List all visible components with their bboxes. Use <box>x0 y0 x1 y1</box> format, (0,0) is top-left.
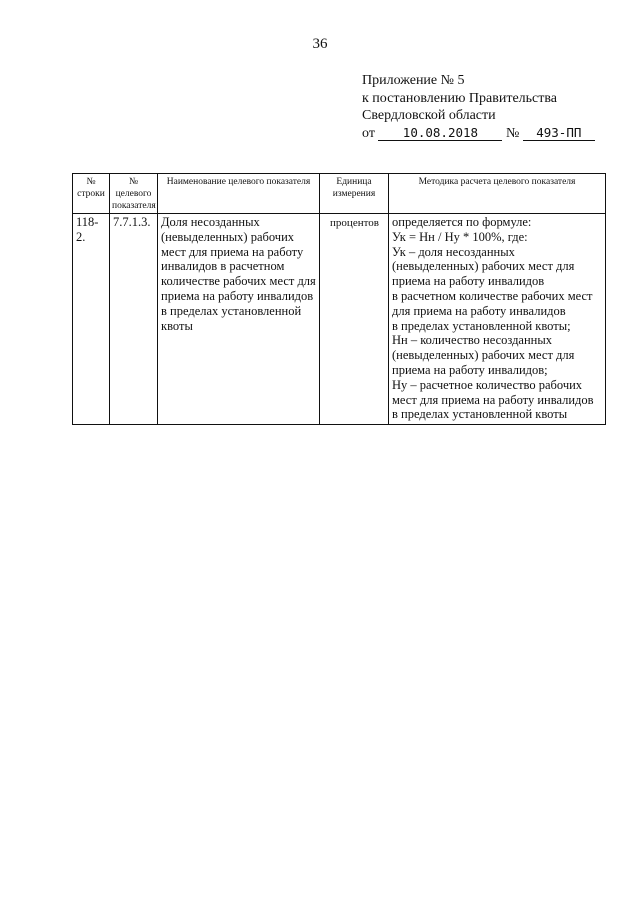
method-line: приема на работу инвалидов; <box>392 362 548 377</box>
method-line: приема на работу инвалидов <box>392 274 545 289</box>
decree-number: 493-ПП <box>523 125 595 141</box>
method-line: для приема на работу инвалидов <box>392 303 566 318</box>
method-line: (невыделенных) рабочих мест для <box>392 259 575 274</box>
method-line: Ну – расчетное количество рабочих <box>392 377 583 392</box>
method-line: Ук – доля несозданных <box>392 244 515 259</box>
indicator-table <box>72 173 606 425</box>
header-indicator-number: № целевого показателя <box>110 174 158 214</box>
page-number: 36 <box>312 36 328 52</box>
number-prefix: № <box>505 125 520 141</box>
table-row <box>73 214 606 425</box>
method-line: в пределах установленной квоты; <box>392 318 571 333</box>
cell-indicator-number: 7.7.1.3. <box>110 214 158 425</box>
header-row-number: № строки <box>73 174 110 214</box>
cell-indicator-name: Доля несозданных (невыделенных) рабочих мест для приема на работу инвалидов в расчетном количестве рабочих мест для приема на работу инвалидов в пределах установленной квоты <box>158 214 320 425</box>
date-prefix: от <box>362 125 375 141</box>
decree-date: 10.08.2018 <box>378 125 502 141</box>
appendix-block <box>362 72 632 142</box>
cell-method <box>389 214 606 425</box>
method-line: в расчетном количестве рабочих мест <box>392 288 593 303</box>
header-method: Методика расчета целевого показателя <box>389 174 606 214</box>
method-line: (невыделенных) рабочих мест для <box>392 348 575 363</box>
method-line: в пределах установленной квоты <box>392 407 568 422</box>
appendix-date-line <box>362 125 632 143</box>
appendix-title: Приложение № 5 <box>362 73 465 88</box>
method-line: мест для приема на работу инвалидов <box>392 392 594 407</box>
header-indicator-name: Наименование целевого показателя <box>158 174 320 214</box>
appendix-region: Свердловской области <box>362 108 496 123</box>
cell-row-number: 118-2. <box>73 214 110 425</box>
method-line: Ук = Нн / Ну * 100%, где: <box>392 229 528 244</box>
header-unit: Единица измерения <box>320 174 389 214</box>
method-line: определяется по формуле: <box>392 215 532 229</box>
method-line: Нн – количество несозданных <box>392 333 553 348</box>
appendix-decree: к постановлению Правительства <box>362 90 558 106</box>
table-header-row <box>73 174 606 214</box>
cell-unit: процентов <box>320 214 389 425</box>
